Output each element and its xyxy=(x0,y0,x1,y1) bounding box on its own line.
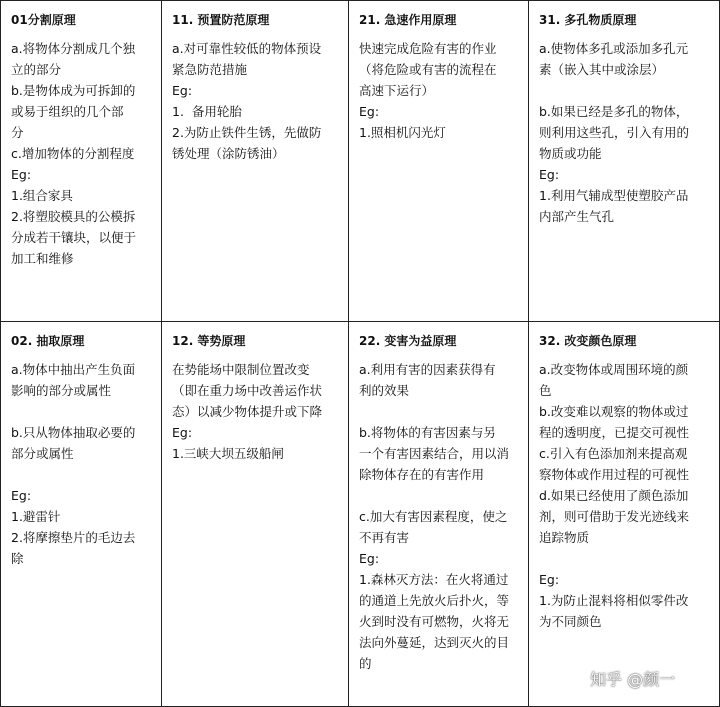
cell-line: a.将物体分割成几个独 xyxy=(11,41,136,56)
table-cell xyxy=(349,322,529,707)
cell-line: b.改变难以观察的物体或过 xyxy=(539,404,689,419)
table-row xyxy=(0,0,720,322)
cell-line: 察物体或作用过程的可视性 xyxy=(539,467,690,482)
cell-line: 的 xyxy=(359,656,372,671)
cell-line: d.如果已经使用了颜色添加 xyxy=(539,488,689,503)
cell-title: 01分割原理 xyxy=(11,13,76,27)
cell-line: Eg: xyxy=(11,167,32,182)
cell-line: 素（嵌入其中或涂层） xyxy=(539,62,665,77)
line-gap xyxy=(359,485,520,506)
watermark: 知乎 @颜一 xyxy=(590,670,676,689)
cell-line: 一个有害因素结合，用以消 xyxy=(359,446,510,461)
cell-line: 不再有害 xyxy=(359,530,410,545)
cell-line: 内部产生气孔 xyxy=(539,209,615,224)
cell-title: 12. 等势原理 xyxy=(172,334,246,348)
cell-line: （将危险或有害的流程在 xyxy=(359,62,497,77)
cell-line: 追踪物质 xyxy=(539,530,590,545)
cell-line: 则利用这些孔，引入有用的 xyxy=(539,125,690,140)
table-cell xyxy=(162,0,349,322)
cell-line: 分成若干镶块，以便于 xyxy=(11,230,137,245)
cell-line: 物质或功能 xyxy=(539,146,602,161)
cell-line: 锈处理（涂防锈油） xyxy=(172,146,285,161)
table-cell xyxy=(529,0,720,322)
cell-line: c.增加物体的分割程度 xyxy=(11,146,135,161)
line-gap xyxy=(11,401,153,422)
cell-line: 分 xyxy=(11,125,24,140)
cell-title: 11. 预置防范原理 xyxy=(172,13,270,27)
cell-title: 32. 改变颜色原理 xyxy=(539,334,637,348)
cell-line: 1.利用气辅成型使塑胶产品 xyxy=(539,188,689,203)
cell-line: 部分或属性 xyxy=(11,446,74,461)
cell-line: c.引入有色添加剂来提高观 xyxy=(539,446,688,461)
cell-line: Eg: xyxy=(359,104,380,119)
cell-line: b.只从物体抽取必要的 xyxy=(11,425,136,440)
cell-line: 1.组合家具 xyxy=(11,188,73,203)
cell-line: a.利用有害的因素获得有 xyxy=(359,362,496,377)
line-gap xyxy=(11,464,153,485)
table-row xyxy=(0,322,720,707)
cell-line: Eg: xyxy=(539,572,560,587)
cell-line: 2.将摩擦垫片的毛边去 xyxy=(11,530,136,545)
cell-title: 22. 变害为益原理 xyxy=(359,334,457,348)
cell-line: a.使物体多孔或添加多孔元 xyxy=(539,41,689,56)
line-gap xyxy=(359,401,520,422)
cell-line: b.将物体的有害因素与另 xyxy=(359,425,496,440)
cell-line: Eg: xyxy=(172,425,193,440)
cell-line: 或易于组织的几个部 xyxy=(11,104,124,119)
cell-title: 31. 多孔物质原理 xyxy=(539,13,637,27)
cell-title: 21. 急速作用原理 xyxy=(359,13,457,27)
cell-line: 2.将塑胶模具的公模拆 xyxy=(11,209,136,224)
cell-line: 高速下运行） xyxy=(359,83,435,98)
cell-line: b.是物体成为可拆卸的 xyxy=(11,83,136,98)
cell-line: 法向外蔓延，达到灭火的目 xyxy=(359,635,510,650)
table-cell xyxy=(0,322,162,707)
cell-line: （即在重力场中改善运作状 xyxy=(172,383,323,398)
cell-line: 快速完成危险有害的作业 xyxy=(359,41,497,56)
table-cell xyxy=(349,0,529,322)
cell-line: 加工和维修 xyxy=(11,251,74,266)
cell-line: c.加大有害因素程度，使之 xyxy=(359,509,508,524)
cell-line: 的通道上先放火后扑火，等 xyxy=(359,593,510,608)
cell-line: 火到时没有可燃物，火将无 xyxy=(359,614,510,629)
cell-line: Eg: xyxy=(359,551,380,566)
table-cell xyxy=(0,0,162,322)
cell-line: 利的效果 xyxy=(359,383,410,398)
cell-line: 色 xyxy=(539,383,552,398)
cell-line: 1. 备用轮胎 xyxy=(172,104,242,119)
cell-line: 除物体存在的有害作用 xyxy=(359,467,485,482)
cell-line: 剂，则可借助于发光迹线来 xyxy=(539,509,690,524)
table-cell xyxy=(529,322,720,707)
cell-line: 在势能场中限制位置改变 xyxy=(172,362,310,377)
cell-line: b.如果已经是多孔的物体， xyxy=(539,104,689,119)
cell-line: Eg: xyxy=(539,167,560,182)
cell-line: 1.避雷针 xyxy=(11,509,61,524)
cell-line: 1.森林灭方法：在火将通过 xyxy=(359,572,509,587)
cell-line: 1.三峡大坝五级船闸 xyxy=(172,446,284,461)
cell-title: 02. 抽取原理 xyxy=(11,334,85,348)
cell-line: 程的透明度，已提交可视性 xyxy=(539,425,690,440)
cell-line: 2.为防止铁件生锈，先做防 xyxy=(172,125,322,140)
cell-line: Eg: xyxy=(11,488,32,503)
cell-line: a.对可靠性较低的物体预设 xyxy=(172,41,322,56)
cell-line: 影响的部分或属性 xyxy=(11,383,112,398)
line-gap xyxy=(539,80,711,101)
table-cell xyxy=(162,322,349,707)
cell-line: 1.为防止混料将相似零件改 xyxy=(539,593,689,608)
cell-line: a.物体中抽出产生负面 xyxy=(11,362,136,377)
cell-line: Eg: xyxy=(172,83,193,98)
cell-line: 立的部分 xyxy=(11,62,62,77)
line-gap xyxy=(539,548,711,569)
cell-line: 为不同颜色 xyxy=(539,614,602,629)
cell-line: 态）以减少物体提升或下降 xyxy=(172,404,323,419)
cell-line: 除 xyxy=(11,551,24,566)
cell-line: 紧急防范措施 xyxy=(172,62,248,77)
cell-line: 1.照相机闪光灯 xyxy=(359,125,446,140)
cell-line: a.改变物体或周围环境的颜 xyxy=(539,362,689,377)
